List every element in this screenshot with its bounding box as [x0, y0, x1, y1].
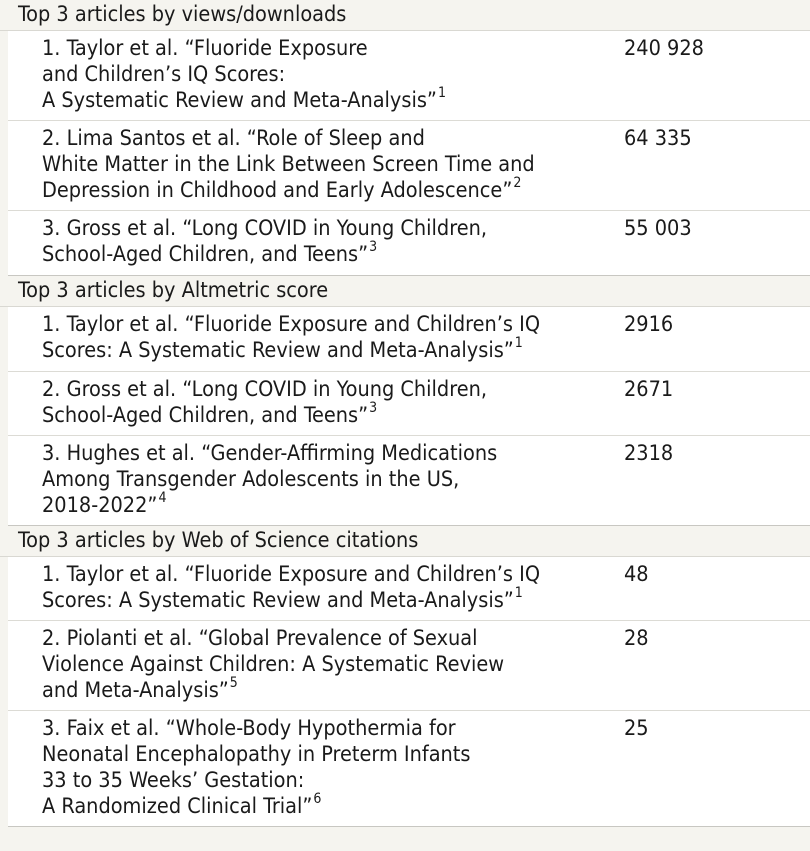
title-line: 2018-2022” — [42, 493, 158, 518]
title-line: 2. Piolanti et al. “Global Prevalence of Sexual — [42, 626, 478, 651]
title-line: A Systematic Review and Meta-Analysis” — [42, 88, 437, 113]
title-line: Scores: A Systematic Review and Meta-Analysis” — [42, 338, 514, 363]
metric-value: 28 — [624, 626, 649, 651]
title-line: School-Aged Children, and Teens” — [42, 403, 369, 428]
table-row — [8, 121, 810, 211]
table-row — [8, 621, 810, 711]
reference-number: 1 — [514, 334, 523, 351]
article-title — [42, 562, 602, 614]
table-row — [8, 307, 810, 372]
reference-number: 4 — [158, 489, 167, 506]
metric-value: 64 335 — [624, 126, 692, 151]
reference-number: 3 — [369, 399, 378, 416]
title-line: 1. Taylor et al. “Fluoride Exposure and Children’s IQ — [42, 312, 541, 337]
metric-value: 25 — [624, 716, 649, 741]
title-line: 3. Faix et al. “Whole-Body Hypothermia for — [42, 716, 456, 741]
metric-value: 2671 — [624, 377, 674, 402]
article-title — [42, 716, 602, 820]
title-line: School-Aged Children, and Teens” — [42, 242, 369, 267]
reference-number: 1 — [514, 584, 523, 601]
metric-value: 2916 — [624, 312, 674, 337]
article-title — [42, 36, 602, 114]
section-views-downloads — [0, 0, 810, 276]
table-row — [8, 436, 810, 526]
section-altmetric-score — [0, 276, 810, 526]
title-line: 3. Gross et al. “Long COVID in Young Children, — [42, 216, 488, 241]
metric-value: 55 003 — [624, 216, 692, 241]
article-title — [42, 216, 602, 268]
reference-number: 2 — [513, 174, 522, 191]
section-web-of-science-citations — [0, 526, 810, 827]
article-title — [42, 377, 602, 429]
title-line: Among Transgender Adolescents in the US, — [42, 467, 460, 492]
reference-number: 5 — [229, 674, 238, 691]
article-title — [42, 126, 602, 204]
reference-number: 3 — [369, 238, 378, 255]
title-line: Scores: A Systematic Review and Meta-Analysis” — [42, 588, 514, 613]
section-header: Top 3 articles by Altmetric score — [0, 276, 810, 307]
title-line: 2. Gross et al. “Long COVID in Young Children, — [42, 377, 488, 402]
title-line: 33 to 35 Weeks’ Gestation: — [42, 768, 305, 793]
title-line: Depression in Childhood and Early Adolescence” — [42, 178, 513, 203]
reference-number: 1 — [437, 84, 446, 101]
article-title — [42, 626, 602, 704]
article-title — [42, 312, 602, 364]
section-header: Top 3 articles by views/downloads — [0, 0, 810, 31]
table-row — [8, 557, 810, 621]
title-line: White Matter in the Link Between Screen Time and — [42, 152, 535, 177]
table-row — [8, 372, 810, 436]
title-line: and Children’s IQ Scores: — [42, 62, 286, 87]
metric-value: 48 — [624, 562, 649, 587]
title-line: 3. Hughes et al. “Gender-Affirming Medications — [42, 441, 498, 466]
title-line: Neonatal Encephalopathy in Preterm Infants — [42, 742, 471, 767]
title-line: and Meta-Analysis” — [42, 678, 229, 703]
title-line: 2. Lima Santos et al. “Role of Sleep and — [42, 126, 425, 151]
section-header: Top 3 articles by Web of Science citations — [0, 526, 810, 557]
table-row — [8, 31, 810, 121]
title-line: 1. Taylor et al. “Fluoride Exposure — [42, 36, 368, 61]
metric-value: 2318 — [624, 441, 674, 466]
table-row — [8, 211, 810, 276]
article-title — [42, 441, 602, 519]
title-line: A Randomized Clinical Trial” — [42, 794, 313, 819]
reference-number: 6 — [313, 790, 322, 807]
table-row — [8, 711, 810, 827]
title-line: Violence Against Children: A Systematic Review — [42, 652, 505, 677]
metric-value: 240 928 — [624, 36, 704, 61]
title-line: 1. Taylor et al. “Fluoride Exposure and Children’s IQ — [42, 562, 541, 587]
